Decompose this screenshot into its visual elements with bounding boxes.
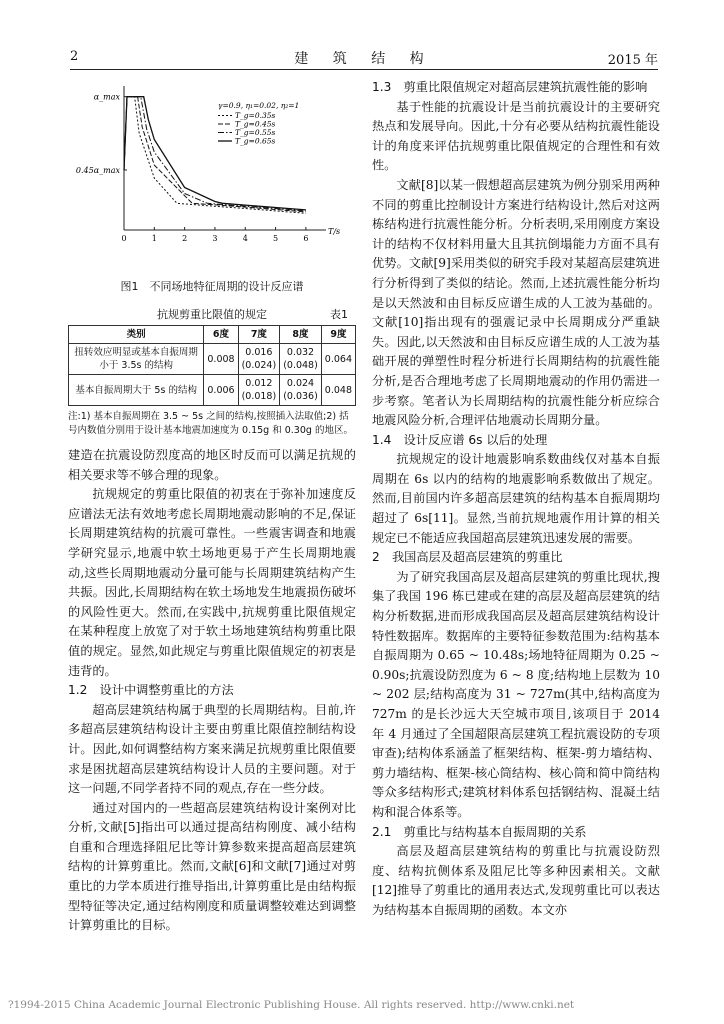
cell-6deg: 0.008 (204, 344, 238, 375)
cell-category: 扭转效应明显或基本自振周期小于 3.5s 的结构 (69, 344, 204, 375)
section-heading: 1.4 设计反应谱 6s 以后的处理 (372, 432, 548, 447)
cell-8deg (280, 344, 322, 375)
x-tick-label: 4 (242, 234, 248, 243)
table-note: 注:1) 基本自振周期在 3.5 ~ 5s 之间的结构,按照插入法取值;2) 括号内数值分别用于设计基本地震加速度为 0.15g 和 0.30g 的地区。 (68, 411, 353, 436)
legend-entry: T_g=0.45s (235, 119, 276, 129)
paragraph: 高层及超高层建筑结构的剪重比与抗震设防烈度、结构抗侧体系及阻尼比等多种因素相关。文献[12]推导了剪重比的通用表达式,发现剪重比可以表达为结构基本自振周期的函数。本文亦 (372, 844, 660, 917)
cell-value-alt: (0.036) (283, 391, 318, 402)
paragraph: 通过对国内的一些超高层建筑结构设计案例对比分析,文献[5]指出可以通过提高结构刚度、减小结构自重和合理选择阻尼比等计算参数来提高超高层建筑结构的计算剪重比。然而,文献[6]和文献[7]通过对剪重比的力学本质进行推导指出,计算剪重比是由结构振型特征等决定,通过结构刚度和质量调整较难达到调整计算剪重比的目标。 (68, 800, 356, 933)
x-tick-label: 2 (182, 234, 188, 243)
col-header: 7度 (238, 326, 280, 344)
paragraph: 抗规规定的剪重比限值的初衷在于弥补加速度反应谱法无法有效地考虑长周期地震动影响的不足,保证长周期建筑结构的抗震可靠性。一些震害调查和地震学研究显示,地震中软土场地更易于产生长周期地震动,这些长周期地震动分量可能与长周期建筑结构产生共振。因此,长周期结构在软土场地发生地震损伤破坏的风险性更大。然而,在实践中,抗规剪重比限值规定在某种程度上放宽了对于软土场地建筑结构剪重比限值的规定。显然,如此规定与剪重比限值规定的初衷是违背的。 (68, 487, 356, 678)
cell-category: 基本自振周期大于 5s 的结构 (69, 375, 204, 406)
figure-1 (68, 78, 356, 274)
paragraph: 为了研究我国高层及超高层建筑的剪重比现状,搜集了我国 196 栋已建或在建的高层及超高层建筑的结构分析数据,进而形成我国高层及超高层建筑结构设计特性数据库。数据库的主要特征参数范围为:结构基本自振周期为 0.65 ~ 10.48s;场地特征周期为 0.25 ~ 0.90s;抗震设防烈度为 6 ~ 8 度;结构地上层数为 10 ~ 202 层;结构高度为 31 ~ 727m(其中,结构高度为 727m 的是长沙远大天空城市项目,该项目于 2014 年 4 月通过了全国超限高层建筑工程抗震设防的专项审查);结构体系涵盖了框架结构、框架-剪力墙结构、剪力墙结构、框架-核心筒结构、核心筒和简中筒结构等众多结构形式;建筑材料体系包括钢结构、混凝土结构和混合体系等。 (372, 569, 660, 819)
cell-value-alt: (0.024) (241, 360, 277, 371)
y-mark-label: 0.45α_max (75, 166, 120, 175)
col-header: 9度 (321, 326, 355, 344)
paragraph: 抗规规定的设计地震影响系数曲线仅对基本自振周期在 6s 以内的结构的地震影响系数做出了规定。然而,目前国内许多超高层建筑的结构基本自振周期均超过了 6s[11]。显然,当前抗规地震作用计算的相关规定已不能适应我国超高层建筑迅速发展的需要。 (372, 452, 660, 545)
table-row (69, 375, 356, 406)
figure-caption: 图1 不同场地特征周期的设计反应谱 (120, 280, 304, 293)
page-number: 2 (70, 49, 79, 64)
series-line (124, 97, 306, 212)
legend-entry: T_g=0.65s (235, 136, 276, 146)
section-heading: 1.2 设计中调整剪重比的方法 (68, 683, 234, 698)
running-header (70, 47, 658, 70)
paragraph: 文献[8]以某一假想超高层建筑为例分别采用两种不同的剪重比控制设计方案进行结构设计,然后对这两栋结构进行抗震性能分析。分析表明,采用刚度方案设计的结构不仅材料用量大且其抗倒塌能力方面不具有优势。文献[9]采用类似的研究手段对某超高层建筑进行分析得到了类似的结论。然而,上述抗震性能分析均是以天然波和由目标反应谱生成的人工波为基础的。文献[10]指出现有的强震记录中长周期成分严重缺失。因此,以天然波和由目标反应谱生成的人工波为基础开展的弹塑性时程分析进行长周期结构的抗震性能分析,是否合理地考虑了长周期地震动的作用仍需进一步考察。笔者认为长周期结构的抗震性能分析应综合地震风险分析,合理评估地震动长周期分量。 (372, 177, 660, 428)
y-mark-label: α_max (93, 92, 120, 102)
section-heading: 2.1 剪重比与结构基本自振周期的关系 (372, 824, 587, 839)
table-number: 表1 (330, 308, 348, 321)
legend-entry: T_g=0.35s (235, 111, 276, 120)
table-title: 抗规剪重比限值的规定 (157, 308, 267, 321)
cell-value-alt: (0.018) (241, 391, 277, 402)
paragraph: 超高层建筑结构属于典型的长周期结构。目前,许多超高层建筑结构设计主要由剪重比限值控制结构设计。因此,如何调整结构方案来满足抗规剪重比限值要求是困扰超高层建筑结构设计人员的主要问题。对于这一问题,不同学者持不同的观点,存在一些分歧。 (68, 702, 356, 796)
x-tick-label: 0 (121, 234, 127, 243)
table-caption (68, 306, 356, 322)
issue-year: 2015 年 (607, 53, 658, 68)
cell-9deg: 0.048 (321, 375, 355, 406)
cell-value: 0.012 (245, 378, 273, 389)
x-tick-label: 3 (212, 234, 218, 243)
x-axis-label: T/s (328, 227, 341, 236)
cell-6deg: 0.006 (204, 375, 238, 406)
cell-value: 0.032 (286, 347, 315, 358)
copyright-footer: ?1994-2015 China Academic Journal Electronic Publishing House. All rights reserved. http://www.cnki.net (8, 999, 575, 1011)
series-line (124, 97, 306, 211)
col-header: 类别 (69, 326, 204, 344)
journal-title: 建 筑 结 构 (294, 51, 434, 67)
x-tick-label: 1 (151, 234, 157, 243)
cell-7deg (238, 375, 280, 406)
legend-parameters: γ=0.9, η₁=0.02, η₂=1 (218, 101, 300, 110)
paragraph: 基于性能的抗震设计是当前抗震设计的主要研究热点和发展导向。因此,十分有必要从结构抗震性能设计的角度来评估抗规剪重比限值规定的合理性和有效性。 (372, 99, 660, 173)
cell-value-alt: (0.048) (283, 360, 318, 371)
x-tick-label: 6 (303, 234, 309, 243)
col-header: 8度 (280, 326, 322, 344)
section-heading: 2 我国高层及超高层建筑的剪重比 (372, 550, 563, 565)
cell-8deg (280, 375, 322, 406)
shear-ratio-table (68, 325, 356, 406)
cell-value: 0.016 (245, 347, 273, 358)
series-line (124, 97, 306, 210)
table-header-row (69, 326, 356, 344)
cell-value: 0.024 (286, 378, 315, 389)
col-header: 6度 (204, 326, 238, 344)
right-column (372, 78, 660, 921)
section-heading: 1.3 剪重比限值规定对超高层建筑抗震性能的影响 (372, 80, 648, 94)
table-row (69, 344, 356, 375)
paragraph: 建造在抗震设防烈度高的地区时反而可以满足抗规的相关要求等不够合理的现象。 (68, 448, 356, 482)
left-column (68, 78, 356, 936)
x-tick-label: 5 (273, 234, 279, 243)
cell-7deg (238, 344, 280, 375)
legend-entry: T_g=0.55s (235, 128, 276, 137)
cell-9deg: 0.064 (321, 344, 355, 375)
response-spectrum-chart (68, 78, 356, 274)
